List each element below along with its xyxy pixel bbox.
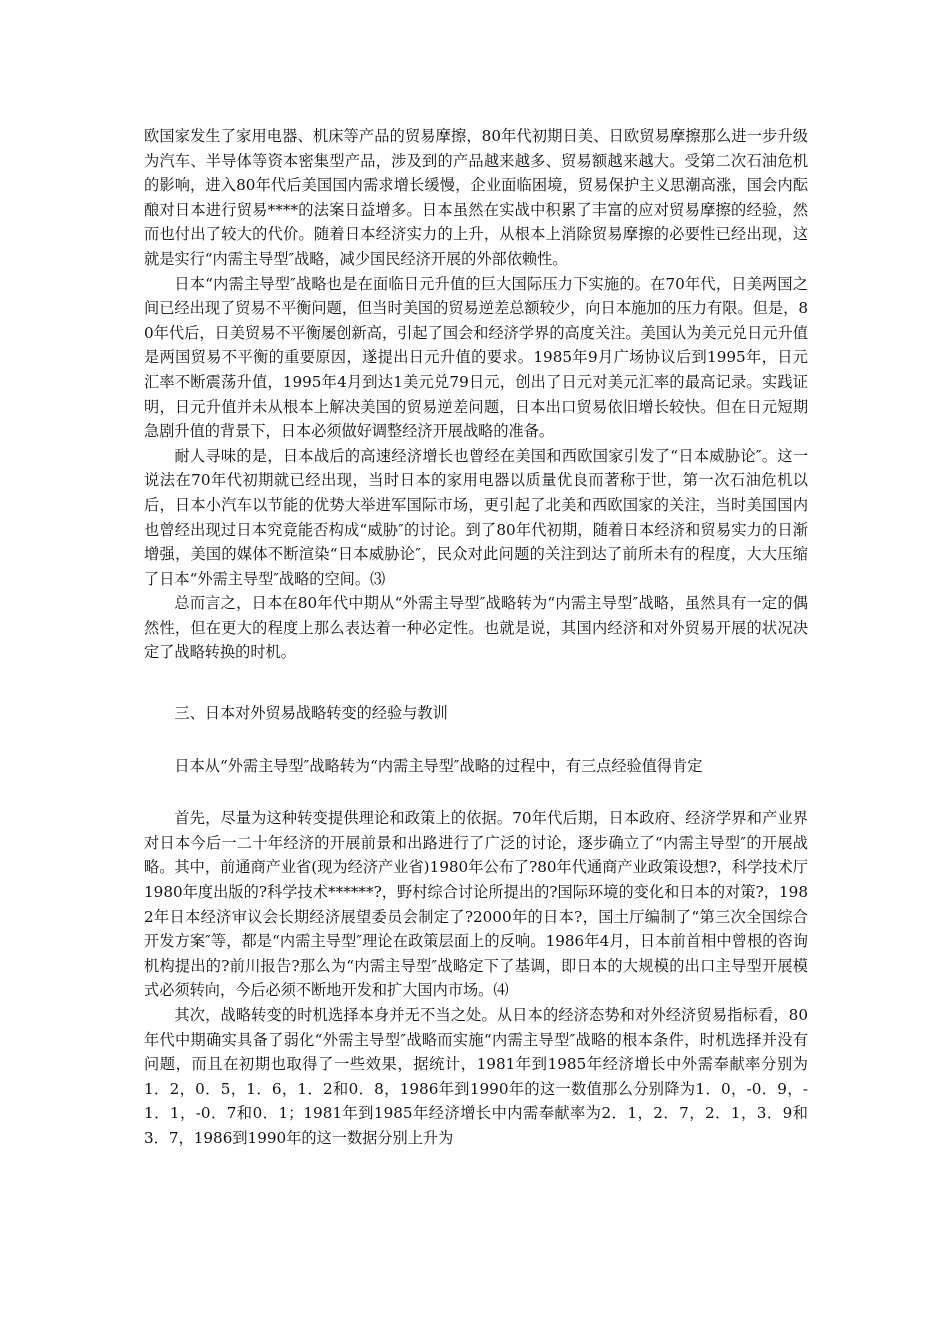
spacer	[144, 665, 808, 701]
spacer	[144, 778, 808, 806]
lead-sentence: 日本从“外需主导型″战略转为“内需主导型″战略的过程中，有三点经验值得肯定	[174, 756, 703, 775]
paragraph-continued: 欧国家发生了家用电器、机床等产品的贸易摩擦，80年代初期日美、日欧贸易摩擦那么进一步升级为汽车、半导体等资本密集型产品，涉及到的产品越来越多、贸易额越来越大。受第二次石油危机的影响，进入80年代后美国国内需求增长缓慢，企业面临困境，贸易保护主义思潮高涨，国会内酝酿对日本进行贸易****的法案日益增多。日本虽然在实战中积累了丰富的应对贸易摩擦的经验，然而也付出了较大的代价。随着日本经济实力的上升，从根本上消除贸易摩擦的必要性已经出现，这就是实行“内需主导型″战略，减少国民经济开展的外部依赖性。	[144, 127, 808, 268]
paragraph-summary: 总而言之，日本在80年代中期从“外需主导型″战略转为“内需主导型″战略，虽然具有一定的偶然性，但在更大的程度上那么表达着一种必定性。也就是说，其国内经济和对外贸易开展的状况决定了战略转换的时机。	[144, 594, 808, 662]
document-page	[144, 124, 808, 1151]
section-heading: 三、日本对外贸易战略转变的经验与教训	[174, 704, 448, 723]
paragraph-first-point: 首先，尽量为这种转变提供理论和政策上的依据。70年代后期，日本政府、经济学界和产业界对日本今后一二十年经济的开展前景和出路进行了广泛的讨论，逐步确立了“内需主导型″的开展战略。其中，前通商产业省(现为经济产业省)1980年公布了?80年代通商产业政策设想?，科学技术厅1980年度出版的?科学技术******?，野村综合讨论所提出的?国际环境的变化和日本的对策?，1982年日本经济审议会长期经济展望委员会制定了?2000年的日本?，国土厅编制了“第三次全国综合开发方案″等，都是“内需主导型″理论在政策层面上的反响。1986年4月，日本前首相中曾根的咨询机构提出的?前川报告?那么为“内需主导型″战略定下了基调，即日本的大规模的出口主导型开展模式必须转向，今后必须不断地开发和扩大国内市场。⑷	[144, 809, 808, 1000]
paragraph-second-point: 其次，战略转变的时机选择本身并无不当之处。从日本的经济态势和对外经济贸易指标看，80年代中期确实具备了弱化“外需主导型″战略而实施“内需主导型″战略的根本条件，时机选择并没有问题，而且在初期也取得了一些效果，据统计，1981年到1985年经济增长中外需奉献率分别为1．2，0．5，1．6，1．2和0．8，1986年到1990年的这一数值那么分别降为1．0，-0．9，-1．1，-0．7和0．1；1981年到1985年经济增长中内需奉献率为2．1，2．7，2．1，3．9和3．7，1986到1990年的这一数据分别上升为	[144, 1006, 808, 1147]
spacer	[144, 726, 808, 754]
paragraph-yen-appreciation: 日本“内需主导型″战略也是在面临日元升值的巨大国际压力下实施的。在70年代，日美两国之间已经出现了贸易不平衡问题，但当时美国的贸易逆差总额较少，向日本施加的压力有限。但是，80年代后，日美贸易不平衡屡创新高，引起了国会和经济学界的高度关注。美国认为美元兑日元升值是两国贸易不平衡的重要原因，遂提出日元升值的要求。1985年9月广场协议后到1995年，日元汇率不断震荡升值，1995年4月到达1美元兑79日元，创出了日元对美元汇率的最高记录。实践证明，日元升值并未从根本上解决美国的贸易逆差问题，日本出口贸易依旧增长较快。但在日元短期急剧升值的背景下，日本必须做好调整经济开展战略的准备。	[144, 274, 808, 441]
paragraph-japan-threat: 耐人寻味的是，日本战后的高速经济增长也曾经在美国和西欧国家引发了“日本威胁论″。这一说法在70年代初期就已经出现，当时日本的家用电器以质量优良而著称于世，第一次石油危机以后，日本小汽车以节能的优势大举进军国际市场，更引起了北美和西欧国家的关注，当时美国国内也曾经出现过日本究竟能否构成“威胁″的讨论。到了80年代初期，随着日本经济和贸易实力的日渐增强，美国的媒体不断渲染“日本威胁论″，民众对此问题的关注到达了前所未有的程度，大大压缩了日本“外需主导型″战略的空间。⑶	[144, 446, 808, 588]
